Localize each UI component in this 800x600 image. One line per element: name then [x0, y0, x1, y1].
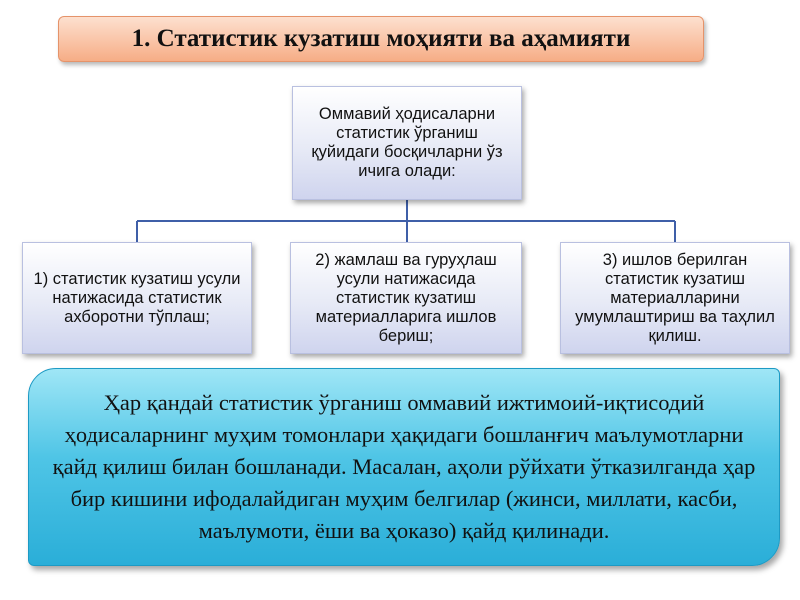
child-node-2-text: 2) жамлаш ва гуруҳлаш усули натижасида статистик кузатиш материалларига ишлов бериш; [315, 250, 497, 345]
child-node-2 [290, 242, 522, 354]
root-node [292, 86, 522, 200]
info-callout [28, 368, 780, 566]
child-node-3-text: 3) ишлов берилган статистик кузатиш материалларини умумлаштириш ва таҳлил қилиш. [575, 250, 775, 345]
child-node-3 [560, 242, 790, 354]
info-callout-text: Ҳар қандай статистик ўрганиш оммавий ижтимоий-иқтисодий ҳодисаларнинг муҳим томонлари ҳақидаги бошланғич маълумотларни қайд қилиш билан бошланади. Масалан, аҳоли рўйхати ўтказилганда ҳар бир кишини ифодалайдиган муҳим белгилар (жинси, миллати, касби, маълумоти, ёши ва ҳоказо) қайд қилинади. [52, 390, 756, 543]
root-node-text: Оммавий ҳодисаларни статистик ўрганиш қуйидаги босқичларни ўз ичига олади: [311, 105, 503, 180]
child-node-1-text: 1) статистик кузатиш усули натижасида статистик ахборотни тўплаш; [33, 269, 241, 326]
child-node-1 [22, 242, 252, 354]
page-title: 1. Статистик кузатиш моҳияти ва аҳамияти [131, 25, 631, 52]
